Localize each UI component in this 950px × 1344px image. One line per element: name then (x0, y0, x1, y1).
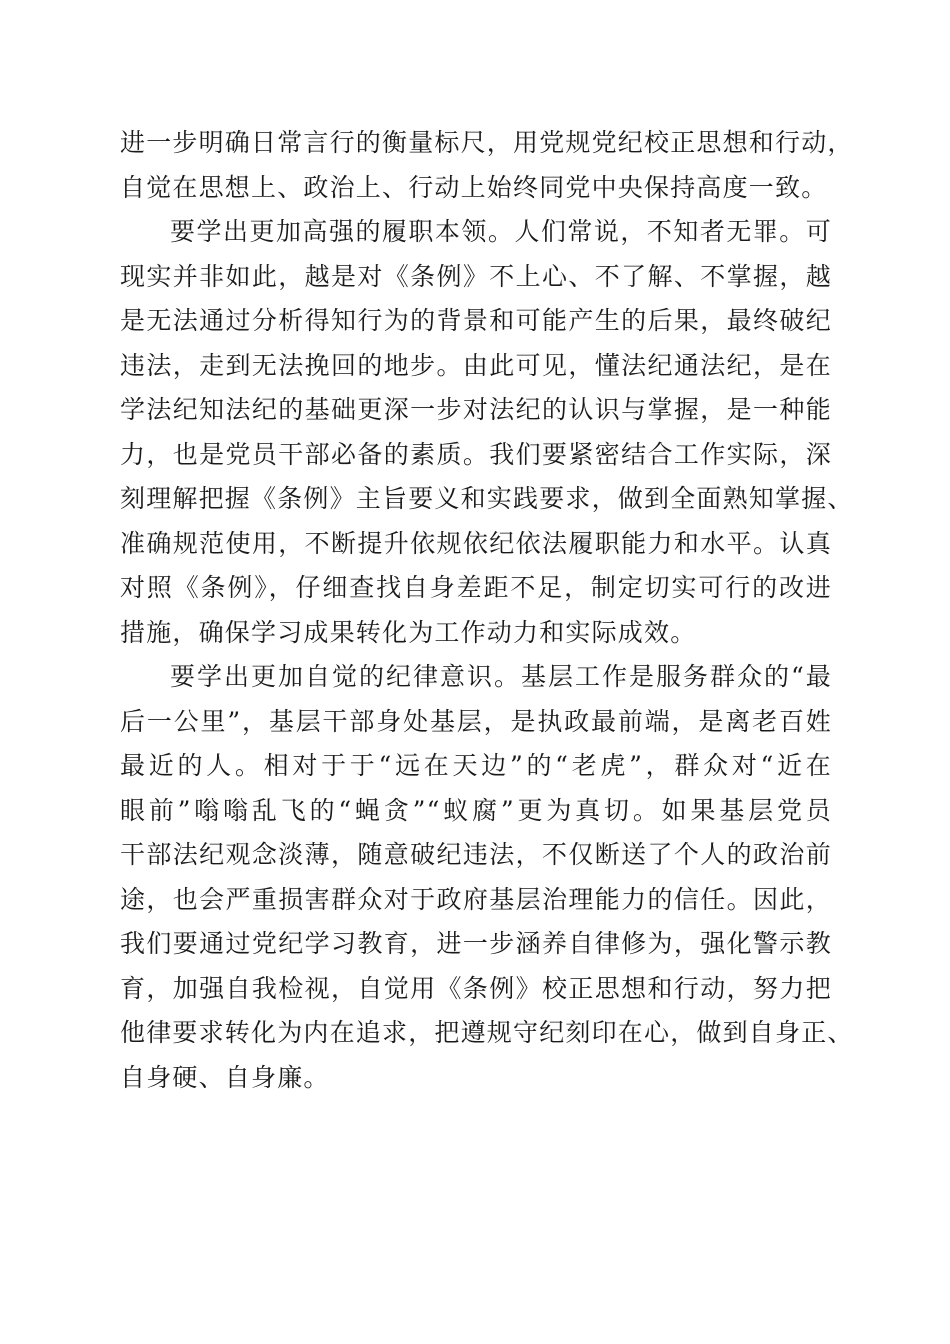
text-line: 违法，走到无法挽回的地步。由此可见，懂法纪通法纪，是在 (120, 350, 832, 380)
text-line: 后一公里”，基层干部身处基层，是执政最前端，是离老百姓 (120, 706, 832, 736)
text-line: 育，加强自我检视，自觉用《条例》校正思想和行动，努力把 (120, 973, 832, 1003)
paragraph (120, 121, 854, 210)
document-body (120, 121, 854, 1100)
text-line: 眼前”嗡嗡乱飞的“蝇贪”“蚁腐”更为真切。如果基层党员 (120, 795, 832, 825)
text-line: 途，也会严重损害群众对于政府基层治理能力的信任。因此， (120, 884, 832, 914)
text-line: 对照《条例》，仔细查找自身差距不足，制定切实可行的改进 (120, 573, 832, 602)
text-line: 学法纪知法纪的基础更深一步对法纪的认识与掌握，是一种能 (120, 395, 832, 424)
text-line: 现实并非如此，越是对《条例》不上心、不了解、不掌握，越 (120, 261, 832, 291)
text-line: 要学出更加高强的履职本领。人们常说，不知者无罪。可 (170, 217, 832, 246)
paragraph (120, 210, 854, 655)
text-line: 最近的人。相对于于“远在天边”的“老虎”，群众对“近在 (120, 751, 832, 780)
text-line: 自觉在思想上、政治上、行动上始终同党中央保持高度一致。 (120, 172, 828, 202)
text-line: 准确规范使用，不断提升依规依纪依法履职能力和水平。认真 (120, 528, 832, 558)
text-line: 刻理解把握《条例》主旨要义和实践要求，做到全面熟知掌握、 (120, 484, 854, 513)
text-line: 自身硬、自身廉。 (120, 1062, 330, 1092)
text-line: 力，也是党员干部必备的素质。我们要紧密结合工作实际，深 (120, 439, 832, 469)
text-line: 要学出更加自觉的纪律意识。基层工作是服务群众的“最 (170, 662, 832, 691)
text-line: 是无法通过分析得知行为的背景和可能产生的后果，最终破纪 (120, 306, 832, 335)
text-line: 我们要通过党纪学习教育，进一步涵养自律修为，强化警示教 (120, 929, 832, 958)
paragraph (120, 655, 854, 1100)
text-line: 措施，确保学习成果转化为工作动力和实际成效。 (120, 617, 697, 647)
text-line: 进一步明确日常言行的衡量标尺，用党规党纪校正思想和行动， (120, 128, 854, 157)
text-line: 他律要求转化为内在追求，把遵规守纪刻印在心，做到自身正、 (120, 1018, 854, 1047)
text-line: 干部法纪观念淡薄，随意破纪违法，不仅断送了个人的政治前 (120, 840, 832, 869)
